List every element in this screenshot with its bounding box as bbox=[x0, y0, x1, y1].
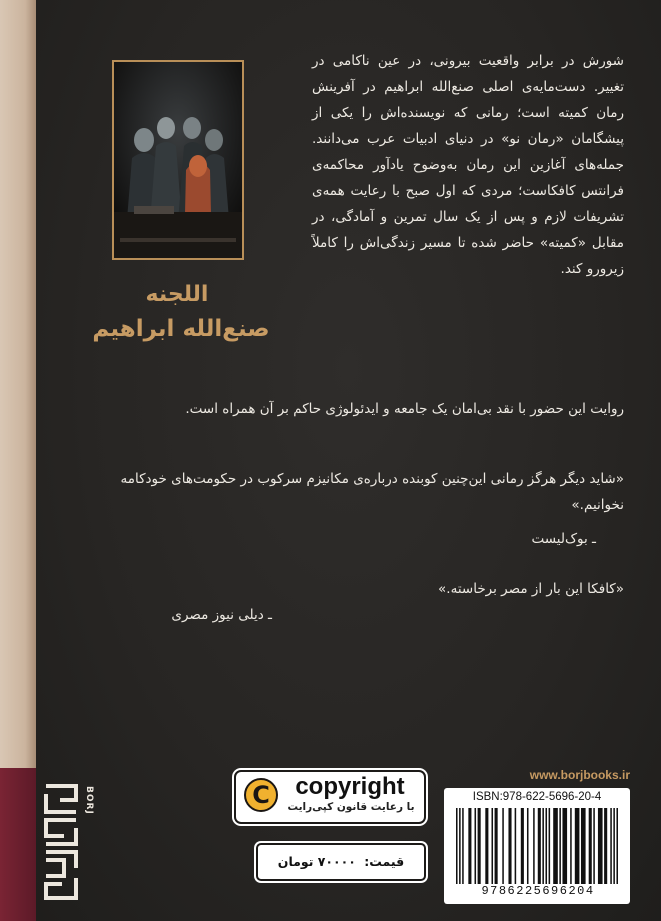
publisher-logo-word: BORJ bbox=[84, 786, 94, 815]
book-author: صنع‌الله ابراهیم bbox=[92, 316, 270, 342]
barcode-bars bbox=[456, 808, 618, 884]
blurb-paragraph: شورش در برابر واقعیت بیرونی، در عین ناکامی در تغییر. دست‌مایه‌ی اصلی صنع‌الله ابراهیم در آفرینش رمان کمیته است؛ رمانی که نویسنده‌اش را یکی از پیشگامان «رمان نو» در دنیای ادبیات عرب می‌دانند. جمله‌های آغازین این رمان به‌وضوح یادآور محاکمه‌ی فرانتس کافکاست؛ مردی که اول صبح با رعایت همه‌ی تشریفات لازم و پس از یک سال تمرین و آمادگی، در مقابل «کمیته» حاضر شده تا مسیر زندگی‌اش را کاملاً زیرورو کند. bbox=[312, 53, 624, 277]
publisher-website: www.borjbooks.ir bbox=[529, 768, 630, 782]
price-value: ۷۰۰۰۰ تومان bbox=[277, 854, 356, 869]
barcode-bar bbox=[495, 808, 498, 884]
barcode-bar bbox=[570, 808, 572, 884]
barcode-box bbox=[444, 788, 630, 904]
barcode-bar bbox=[553, 808, 558, 884]
review-quote-1: «شاید دیگر هرگز رمانی این‌چنین کوبنده درباره‌ی مکانیزم سرکوب در حکومت‌های خودکامه نخوانیم.» bbox=[120, 471, 624, 513]
barcode-bar bbox=[515, 808, 517, 884]
blurb-closing-line: روایت این حضور با نقد بی‌امان یک جامعه و ایدئولوژی حاکم بر آن همراه است. bbox=[185, 401, 624, 417]
ean-digits: 9786225696204 bbox=[481, 884, 595, 898]
price-box bbox=[256, 843, 426, 881]
copyright-word: copyright bbox=[295, 773, 405, 800]
barcode-bar bbox=[459, 808, 461, 884]
cover-illustration bbox=[112, 60, 244, 260]
barcode-bar bbox=[462, 808, 464, 884]
review-source-2: ـ دیلی نیوز مصری bbox=[171, 607, 272, 623]
barcode-bar bbox=[533, 808, 535, 884]
barcode-bar bbox=[527, 808, 529, 884]
copyright-subtitle: با رعایت قانون کپی‌رایت bbox=[287, 801, 415, 813]
barcode-bar bbox=[616, 808, 618, 884]
barcode-bar bbox=[491, 808, 493, 884]
spine-color-band bbox=[0, 768, 36, 921]
barcode-bar bbox=[562, 808, 567, 884]
barcode-bar bbox=[593, 808, 595, 884]
barcode-bar bbox=[475, 808, 477, 884]
barcode-bar bbox=[581, 808, 586, 884]
barcode-bar bbox=[456, 808, 458, 884]
barcode-bar bbox=[559, 808, 561, 884]
barcode-bar bbox=[545, 808, 547, 884]
barcode-bar bbox=[521, 808, 524, 884]
barcode-bar bbox=[575, 808, 580, 884]
barcode-bar bbox=[598, 808, 603, 884]
review-quote-2: «کافکا این بار از مصر برخاسته.» bbox=[438, 581, 624, 597]
illustration-committee-scene bbox=[114, 62, 242, 258]
review-source-1: ـ بوک‌لیست bbox=[531, 531, 596, 547]
publisher-logo bbox=[42, 776, 98, 904]
price-label: قیمت: bbox=[364, 854, 405, 869]
barcode-bar bbox=[485, 808, 488, 884]
barcode-bar bbox=[589, 808, 592, 884]
barcode-bar bbox=[610, 808, 612, 884]
barcode-bar bbox=[549, 808, 551, 884]
barcode-bar bbox=[502, 808, 504, 884]
barcode-bar bbox=[542, 808, 544, 884]
barcode-bar bbox=[478, 808, 481, 884]
book-title: اللجنه bbox=[145, 282, 209, 307]
barcode-bar bbox=[613, 808, 615, 884]
barcode-bar bbox=[604, 808, 607, 884]
isbn-number: ISBN:978-622-5696-20-4 bbox=[472, 791, 602, 803]
copyright-badge bbox=[234, 770, 426, 824]
copyright-icon: C bbox=[244, 778, 278, 812]
barcode-bar bbox=[538, 808, 541, 884]
barcode-bar bbox=[468, 808, 471, 884]
borj-logo-icon bbox=[42, 782, 80, 902]
barcode-bar bbox=[508, 808, 511, 884]
back-cover bbox=[36, 0, 661, 921]
